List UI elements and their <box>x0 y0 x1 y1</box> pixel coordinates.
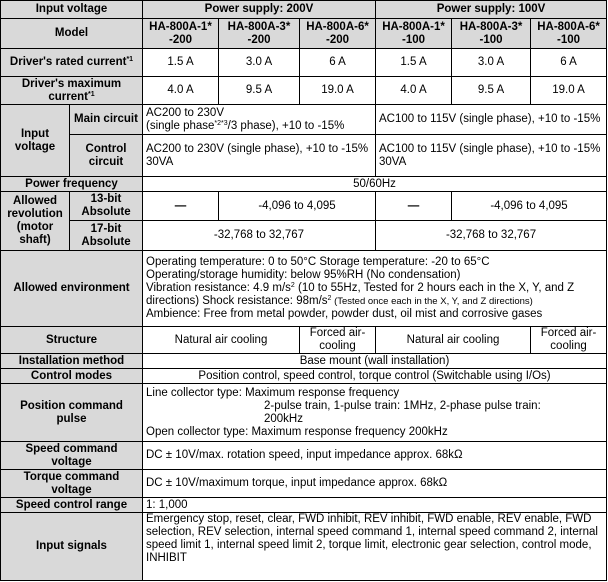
structure-label: Structure <box>1 327 143 354</box>
speed-command-label: Speed command voltage <box>1 442 143 470</box>
main-circuit-label: Main circuit <box>70 105 143 135</box>
model-row <box>1 19 607 49</box>
max-current-row <box>1 77 607 105</box>
input-signals-row <box>1 513 607 581</box>
allowed-revolution-label: Allowed revolution (motor shaft) <box>1 192 70 251</box>
model-cell: HA-800A-3* -100 <box>452 19 531 49</box>
environment-line: (10 to 55Hz, Tested for 2 hours each in the X, Y, and Z directions) Shock resistance: 98m/s <box>146 282 575 307</box>
structure-100v-natural: Natural air cooling <box>376 327 531 354</box>
power-supply-100v-header: Power supply: 100V <box>376 1 607 19</box>
note-mark: *1 <box>88 90 95 98</box>
rated-current-row <box>1 49 607 77</box>
revolution-17bit-100v: -32,768 to 32,767 <box>376 221 607 251</box>
model-cell: HA-800A-3* -200 <box>219 19 300 49</box>
speed-range-label: Speed control range <box>1 498 143 513</box>
input-signals-value: Emergency stop, reset, clear, FWD inhibit, REV inhibit, FWD enable, REV enable, FWD selection, REV selection, internal speed command 1, internal speed command 2, internal speed limit 1, internal speed limit 2, torque limit, electronic gear selection, control mode, INHIBIT <box>143 513 607 581</box>
structure-200v-natural: Natural air cooling <box>143 327 300 354</box>
input-voltage-header: Input voltage <box>1 1 143 19</box>
revolution-17bit-row <box>1 221 607 251</box>
environment-line: Ambience: Free from metal powder, powder dust, oil mist and corrosive gases <box>146 308 543 320</box>
environment-note: (Tested once each in the X, Y, and Z directions) <box>331 296 533 307</box>
max-current-text: Driver's maximum current <box>21 77 122 103</box>
main-200v-line2: (single phase <box>146 119 215 132</box>
structure-200v-forced: Forced air-cooling <box>300 327 376 354</box>
revolution-13bit-row <box>1 192 607 221</box>
torque-command-value: DC ± 10V/maximum torque, input impedance approx. 68kΩ <box>143 470 607 498</box>
position-line: 200kHz <box>264 412 303 425</box>
header-row <box>1 1 607 19</box>
value-cell: 6 A <box>531 49 607 77</box>
note-mark: *1 <box>126 56 134 63</box>
main-circuit-100v: AC100 to 115V (single phase), +10 to -15% <box>376 105 607 135</box>
control-circuit-row <box>1 135 607 177</box>
value-cell: 3.0 A <box>452 49 531 77</box>
control-200v-text: AC200 to 230V (single phase), +10 to -15% <box>146 142 369 155</box>
position-command-row <box>1 384 607 442</box>
value-cell: 4.0 A <box>376 77 452 105</box>
note-mark: *2*3 <box>214 119 228 127</box>
value-cell: 9.5 A <box>452 77 531 105</box>
main-200v-line2b: /3 phase), +10 to -15% <box>227 119 345 132</box>
model-cell: HA-800A-1* -200 <box>143 19 219 49</box>
revolution-17bit-200v: -32,768 to 32,767 <box>143 221 376 251</box>
position-command-value <box>143 384 607 442</box>
power-frequency-row <box>1 177 607 192</box>
value-cell: 6 A <box>300 49 376 77</box>
speed-range-value: 1: 1,000 <box>143 498 607 513</box>
control-modes-row <box>1 369 607 384</box>
value-cell: 1.5 A <box>376 49 452 77</box>
structure-100v-forced: Forced air-cooling <box>531 327 607 354</box>
control-circuit-label: Control circuit <box>70 135 143 177</box>
environment-line: Operating/storage humidity: below 95%RH (No condensation) <box>146 269 461 281</box>
environment-line: Vibration resistance: 4.9 m/s <box>146 282 291 294</box>
value-cell: 1.5 A <box>143 49 219 77</box>
power-supply-200v-header: Power supply: 200V <box>143 1 376 19</box>
max-current-label <box>1 77 143 105</box>
control-circuit-100v <box>376 135 607 177</box>
installation-row <box>1 354 607 369</box>
value-cell: 19.0 A <box>300 77 376 105</box>
installation-label: Installation method <box>1 354 143 369</box>
torque-command-row <box>1 470 607 498</box>
value-cell: 3.0 A <box>219 49 300 77</box>
model-cell: HA-800A-6* -200 <box>300 19 376 49</box>
power-frequency-label: Power frequency <box>1 177 143 192</box>
position-line: Open collector type: Maximum response frequency 200kHz <box>146 425 448 438</box>
revolution-13bit-100v: -4,096 to 4,095 <box>452 192 607 221</box>
dash-cell: — <box>143 192 219 221</box>
main-200v-line1: AC200 to 230V <box>146 106 225 119</box>
environment-line: Operating temperature: 0 to 50°C Storage temperature: -20 to 65°C <box>146 256 490 268</box>
value-cell: 4.0 A <box>143 77 219 105</box>
dash-cell: — <box>376 192 452 221</box>
model-cell: HA-800A-1* -100 <box>376 19 452 49</box>
position-line: 2-pulse train, 1-pulse train: 1MHz, 2-phase pulse train: <box>264 399 541 412</box>
value-cell: 9.5 A <box>219 77 300 105</box>
model-label: Model <box>1 19 143 49</box>
position-line: Line collector type: Maximum response frequency <box>146 386 400 399</box>
position-command-label: Position command pulse <box>1 384 143 442</box>
revolution-13bit-200v: -4,096 to 4,095 <box>219 192 376 221</box>
control-modes-value: Position control, speed control, torque control (Switchable using I/Os) <box>143 369 607 384</box>
speed-range-row <box>1 498 607 513</box>
revolution-13bit-label: 13-bit Absolute <box>70 192 143 221</box>
control-modes-label: Control modes <box>1 369 143 384</box>
rated-current-label <box>1 49 143 77</box>
speed-command-value: DC ± 10V/max. rotation speed, input impedance approx. 68kΩ <box>143 442 607 470</box>
environment-row <box>1 251 607 327</box>
input-signals-label: Input signals <box>1 513 143 581</box>
input-voltage-label: Input voltage <box>1 105 70 177</box>
control-200v-va: 30VA <box>146 155 174 168</box>
main-circuit-200v <box>143 105 376 135</box>
superscript: 2 <box>327 295 332 302</box>
revolution-17bit-label: 17-bit Absolute <box>70 221 143 251</box>
model-cell: HA-800A-6* -100 <box>531 19 607 49</box>
main-circuit-row <box>1 105 607 135</box>
allowed-environment-label: Allowed environment <box>1 251 143 327</box>
rated-current-text: Driver's rated current <box>9 56 127 68</box>
control-100v-text: AC100 to 115V (single phase), +10 to -15% <box>379 142 601 155</box>
torque-command-label: Torque command voltage <box>1 470 143 498</box>
superscript: 2 <box>290 282 295 289</box>
structure-row <box>1 327 607 354</box>
control-circuit-200v <box>143 135 376 177</box>
speed-command-row <box>1 442 607 470</box>
environment-value <box>143 251 607 327</box>
power-frequency-value: 50/60Hz <box>143 177 607 192</box>
value-cell: 19.0 A <box>531 77 607 105</box>
installation-value: Base mount (wall installation) <box>143 354 607 369</box>
control-100v-va: 30VA <box>379 155 407 168</box>
